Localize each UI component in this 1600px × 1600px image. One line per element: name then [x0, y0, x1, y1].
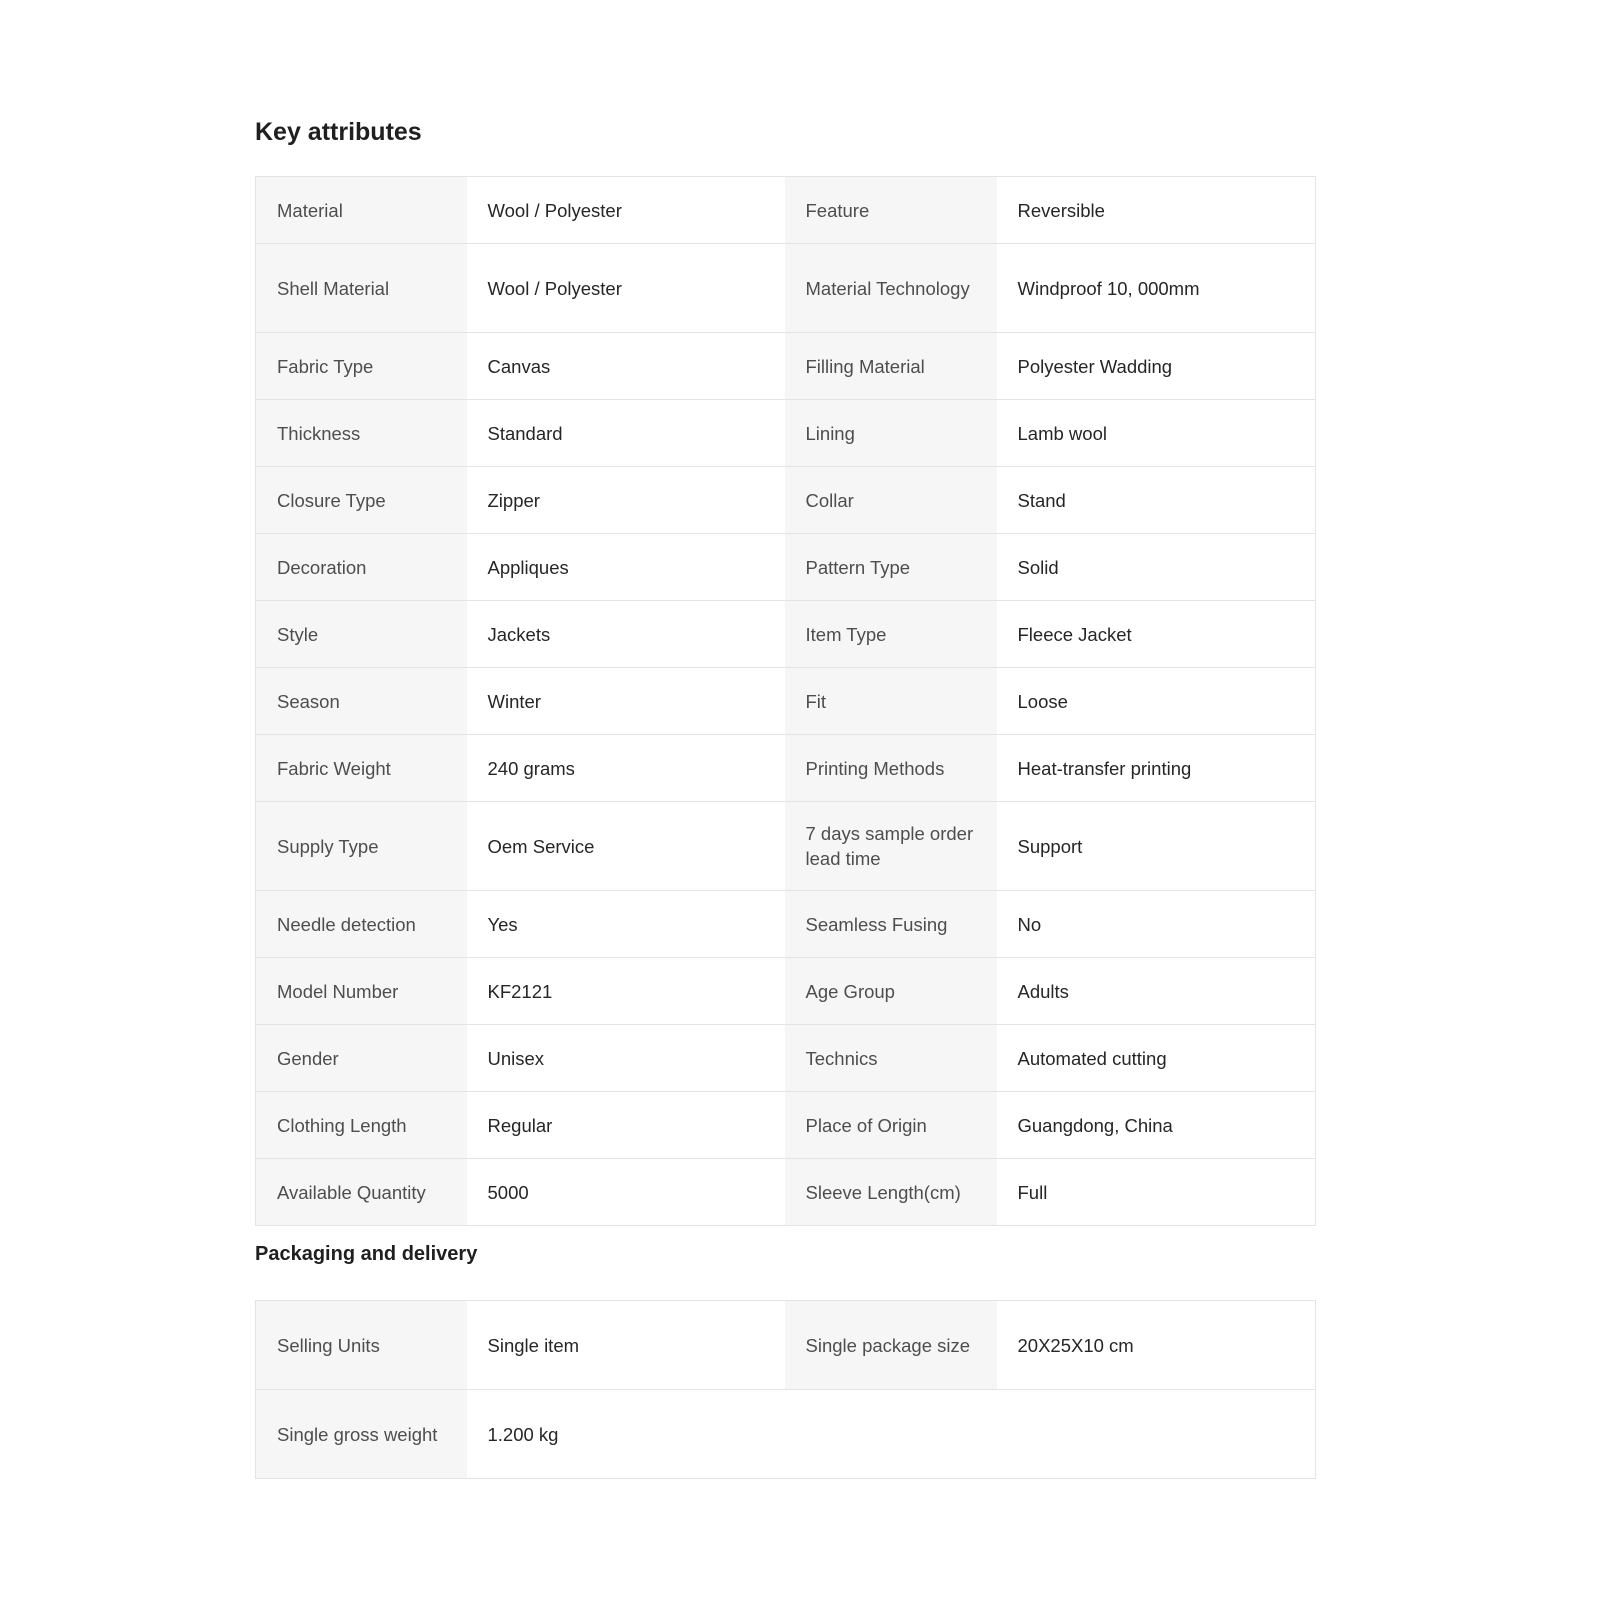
- table-row: [256, 534, 1316, 601]
- attribute-label: Fabric Weight: [256, 735, 467, 802]
- table-row: [256, 891, 1316, 958]
- attribute-label: Seamless Fusing: [785, 891, 997, 958]
- attribute-label: Pattern Type: [785, 534, 997, 601]
- attribute-value: Adults: [997, 958, 1316, 1025]
- table-row: [256, 735, 1316, 802]
- attribute-label: Gender: [256, 1025, 467, 1092]
- packaging-heading: Packaging and delivery: [255, 1243, 478, 1265]
- attribute-label: Shell Material: [256, 244, 467, 333]
- attribute-value: Reversible: [997, 177, 1316, 244]
- table-row: [256, 333, 1316, 400]
- table-row: [256, 668, 1316, 735]
- attribute-value: Yes: [467, 891, 785, 958]
- attribute-label: Fabric Type: [256, 333, 467, 400]
- attribute-label: Single package size: [785, 1301, 997, 1390]
- attribute-value: Oem Service: [467, 802, 785, 891]
- attribute-label: Style: [256, 601, 467, 668]
- attribute-label: Model Number: [256, 958, 467, 1025]
- attribute-value: Heat-transfer printing: [997, 735, 1316, 802]
- attribute-label: Material: [256, 177, 467, 244]
- attribute-label: Clothing Length: [256, 1092, 467, 1159]
- table-row: [256, 1390, 1316, 1479]
- attribute-value: 1.200 kg: [467, 1390, 785, 1479]
- attribute-label: Single gross weight: [256, 1390, 467, 1479]
- attribute-label: Material Technology: [785, 244, 997, 333]
- packaging-table: [255, 1300, 1316, 1479]
- attribute-value: 5000: [467, 1159, 785, 1226]
- attribute-value: Automated cutting: [997, 1025, 1316, 1092]
- key-attributes-heading: Key attributes: [255, 118, 422, 146]
- table-row: [256, 177, 1316, 244]
- table-row: [256, 958, 1316, 1025]
- table-row: [256, 244, 1316, 333]
- attribute-label: Place of Origin: [785, 1092, 997, 1159]
- attribute-label: Season: [256, 668, 467, 735]
- attribute-value: Loose: [997, 668, 1316, 735]
- attribute-label: Needle detection: [256, 891, 467, 958]
- attribute-value: 240 grams: [467, 735, 785, 802]
- table-row: [256, 1159, 1316, 1226]
- attribute-label: Filling Material: [785, 333, 997, 400]
- attribute-value: No: [997, 891, 1316, 958]
- attribute-label: Supply Type: [256, 802, 467, 891]
- attribute-label: Thickness: [256, 400, 467, 467]
- attribute-value: Guangdong, China: [997, 1092, 1316, 1159]
- attribute-value: Zipper: [467, 467, 785, 534]
- attribute-value: Regular: [467, 1092, 785, 1159]
- attribute-value: Solid: [997, 534, 1316, 601]
- attribute-label: Collar: [785, 467, 997, 534]
- attribute-label: Fit: [785, 668, 997, 735]
- attribute-value: Lamb wool: [997, 400, 1316, 467]
- key-attributes-table: [255, 176, 1316, 1226]
- table-row: [256, 802, 1316, 891]
- attribute-value: KF2121: [467, 958, 785, 1025]
- attribute-value: Single item: [467, 1301, 785, 1390]
- attribute-value: Standard: [467, 400, 785, 467]
- attribute-label: Decoration: [256, 534, 467, 601]
- table-row: [256, 1025, 1316, 1092]
- table-row: [256, 601, 1316, 668]
- table-row: [256, 1301, 1316, 1390]
- attribute-label: 7 days sample order lead time: [785, 802, 997, 891]
- attribute-value: Support: [997, 802, 1316, 891]
- attribute-label: Closure Type: [256, 467, 467, 534]
- empty-cell: [997, 1390, 1316, 1479]
- table-row: [256, 1092, 1316, 1159]
- attribute-value: Jackets: [467, 601, 785, 668]
- attribute-label: Lining: [785, 400, 997, 467]
- table-row: [256, 400, 1316, 467]
- attribute-value: Windproof 10, 000mm: [997, 244, 1316, 333]
- attribute-value: Full: [997, 1159, 1316, 1226]
- attribute-label: Item Type: [785, 601, 997, 668]
- attribute-value: 20X25X10 cm: [997, 1301, 1316, 1390]
- attribute-label: Available Quantity: [256, 1159, 467, 1226]
- attribute-value: Stand: [997, 467, 1316, 534]
- attribute-value: Canvas: [467, 333, 785, 400]
- attribute-label: Age Group: [785, 958, 997, 1025]
- attribute-value: Winter: [467, 668, 785, 735]
- attribute-label: Technics: [785, 1025, 997, 1092]
- attribute-label: Feature: [785, 177, 997, 244]
- attribute-value: Unisex: [467, 1025, 785, 1092]
- attribute-value: Polyester Wadding: [997, 333, 1316, 400]
- attribute-value: Appliques: [467, 534, 785, 601]
- attributes-section: [255, 112, 1315, 1479]
- attribute-label: Printing Methods: [785, 735, 997, 802]
- table-row: [256, 467, 1316, 534]
- attribute-label: Selling Units: [256, 1301, 467, 1390]
- attribute-value: Wool / Polyester: [467, 177, 785, 244]
- attribute-value: Fleece Jacket: [997, 601, 1316, 668]
- attribute-label: Sleeve Length(cm): [785, 1159, 997, 1226]
- attribute-value: Wool / Polyester: [467, 244, 785, 333]
- empty-cell: [785, 1390, 997, 1479]
